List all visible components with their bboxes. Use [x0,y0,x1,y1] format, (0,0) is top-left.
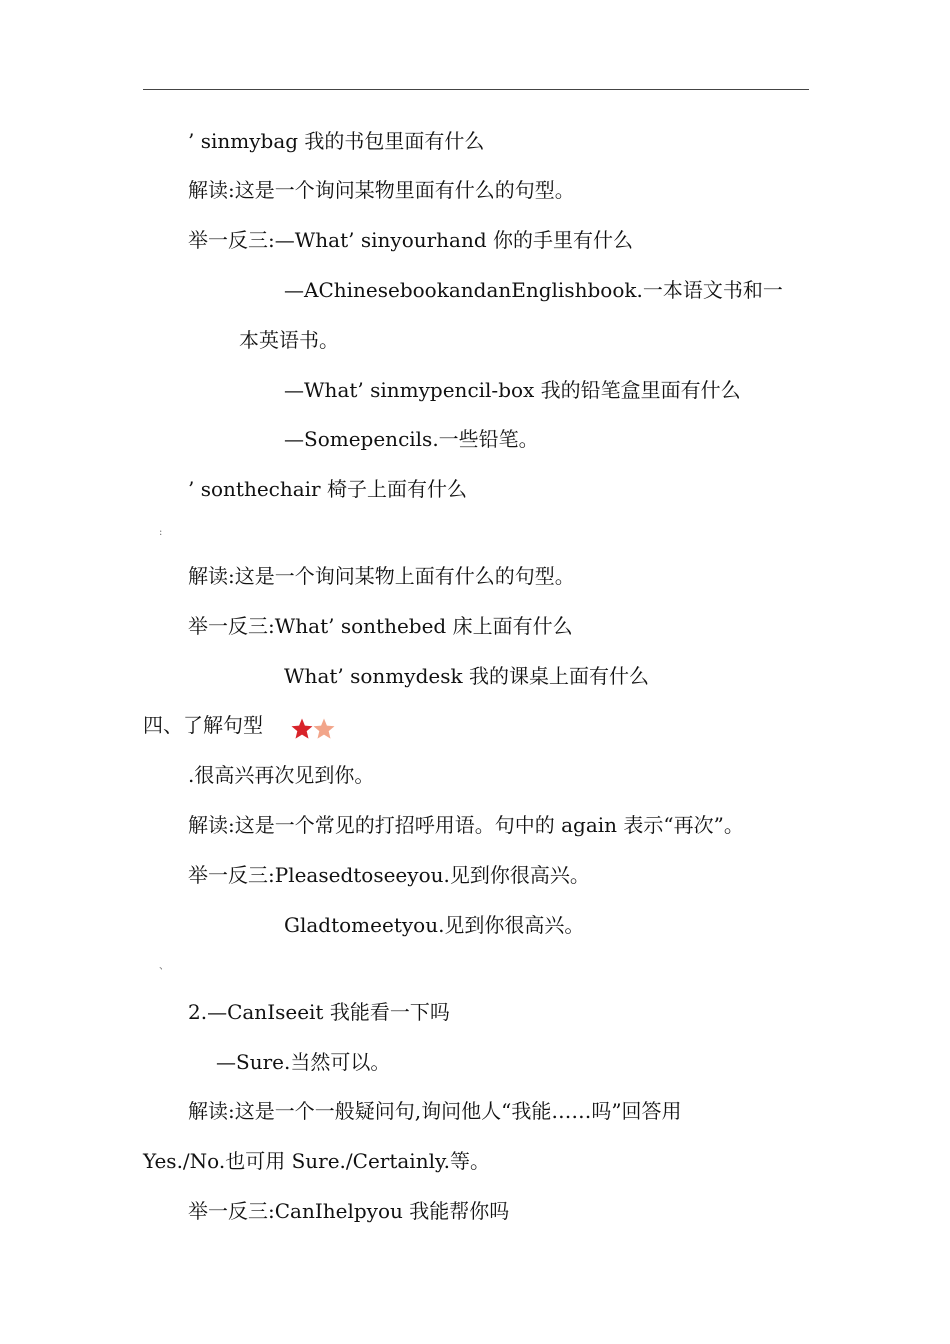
text-line-15: Gladtomeetyou.见到你很高兴。 [284,913,585,937]
text-line-14: 举一反三:Pleasedtoseeyou.见到你很高兴。 [188,863,590,887]
stray-mark-1: : [159,527,163,538]
rating-stars [289,714,337,741]
text-line-4: —AChinesebookandanEnglishbook.一本语文书和一 [284,278,783,302]
text-line-18: 解读:这是一个一般疑问句,询问他人“我能……吗”回答用 [188,1099,682,1123]
text-line-6: —What’ sinmypencil-box 我的铅笔盒里面有什么 [284,378,741,402]
text-line-12: .很高兴再次见到你。 [188,763,375,787]
section-heading-text: 四、了解句型 [143,713,263,737]
text-line-20: 举一反三:CanIhelpyou 我能帮你吗 [188,1199,510,1223]
star-faded-icon [311,717,337,741]
text-line-11: What’ sonmydesk 我的课桌上面有什么 [284,664,649,688]
header-rule [143,89,809,90]
text-line-7: —Somepencils.一些铅笔。 [284,427,539,451]
text-line-9: 解读:这是一个询问某物上面有什么的句型。 [188,564,575,588]
text-line-5: 本英语书。 [239,328,339,352]
text-line-19: Yes./No.也可用 Sure./Certainly.等。 [143,1149,490,1173]
text-line-2: 解读:这是一个询问某物里面有什么的句型。 [188,178,575,202]
text-line-10: 举一反三:What’ sonthebed 床上面有什么 [188,614,573,638]
text-line-16: 2.—CanIseeit 我能看一下吗 [188,1000,450,1024]
section-heading [143,712,337,741]
stray-mark-2: 、 [159,961,169,972]
text-line-8: ’ sonthechair 椅子上面有什么 [188,477,467,501]
text-line-1: ’ sinmybag 我的书包里面有什么 [188,129,485,153]
text-line-3: 举一反三:—What’ sinyourhand 你的手里有什么 [188,228,634,252]
text-line-13: 解读:这是一个常见的打招呼用语。句中的 again 表示“再次”。 [188,813,744,837]
text-line-17: —Sure.当然可以。 [216,1050,391,1074]
